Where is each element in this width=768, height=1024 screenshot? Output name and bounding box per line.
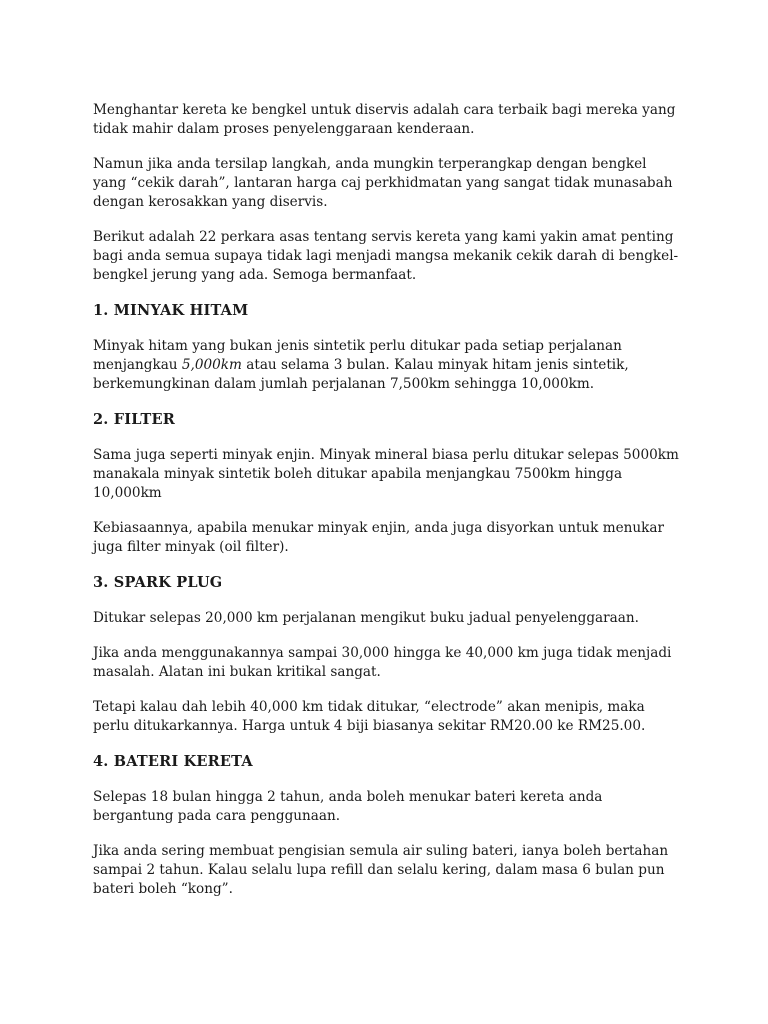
intro-paragraph: Namun jika anda tersilap langkah, anda mungkin terperangkap dengan bengkel yang “cekik darah”, lantaran harga caj perkhidmatan yang sangat tidak munasabah dengan kerosakkan yang diservis. xyxy=(93,156,673,210)
section-paragraph: Tetapi kalau dah lebih 40,000 km tidak ditukar, “electrode” akan menipis, maka perlu ditukarkannya. Harga untuk 4 biji biasanya sekitar RM20.00 ke RM25.00. xyxy=(93,699,646,734)
section-heading-minyak-hitam: 1. MINYAK HITAM xyxy=(93,302,249,319)
section-paragraph: Jika anda sering membuat pengisian semula air suling bateri, ianya boleh bertahan sampai 2 tahun. Kalau selalu lupa refill dan selalu kering, dalam masa 6 bulan pun bateri boleh “kong”. xyxy=(93,843,669,897)
paragraph-text: atau selama 3 bulan. Kalau minyak hitam jenis sintetik, berkemungkinan dalam jumlah perjalanan 7,500km sehingga 10,000km. xyxy=(93,357,629,392)
section-heading-spark-plug: 3. SPARK PLUG xyxy=(93,574,223,591)
section-heading-bateri-kereta: 4. BATERI KERETA xyxy=(93,753,253,770)
section-paragraph xyxy=(93,337,683,394)
intro-paragraph: Berikut adalah 22 perkara asas tentang servis kereta yang kami yakin amat penting bagi anda semua supaya tidak lagi menjadi mangsa mekanik cekik darah di bengkel-bengkel jerung yang ada. Semoga bermanfaat. xyxy=(93,229,679,283)
section-paragraph: Jika anda menggunakannya sampai 30,000 hingga ke 40,000 km juga tidak menjadi masalah. Alatan ini bukan kritikal sangat. xyxy=(93,645,672,680)
section-paragraph: Kebiasaannya, apabila menukar minyak enjin, anda juga disyorkan untuk menukar juga filter minyak (oil filter). xyxy=(93,520,665,555)
document-page xyxy=(93,101,683,915)
intro-paragraph: Menghantar kereta ke bengkel untuk diservis adalah cara terbaik bagi mereka yang tidak mahir dalam proses penyelenggaraan kenderaan. xyxy=(93,102,676,137)
section-paragraph: Selepas 18 bulan hingga 2 tahun, anda boleh menukar bateri kereta anda bergantung pada cara penggunaan. xyxy=(93,789,603,824)
section-paragraph: Sama juga seperti minyak enjin. Minyak mineral biasa perlu ditukar selepas 5000km manakala minyak sintetik boleh ditukar apabila menjangkau 7500km hingga 10,000km xyxy=(93,447,679,501)
section-paragraph: Ditukar selepas 20,000 km perjalanan mengikut buku jadual penyelenggaraan. xyxy=(93,610,639,626)
paragraph-text: Minyak hitam yang bukan jenis sintetik perlu ditukar pada setiap perjalanan menjangkau xyxy=(93,338,622,373)
section-heading-filter: 2. FILTER xyxy=(93,411,175,428)
emphasized-text: 5,000km xyxy=(181,357,242,373)
